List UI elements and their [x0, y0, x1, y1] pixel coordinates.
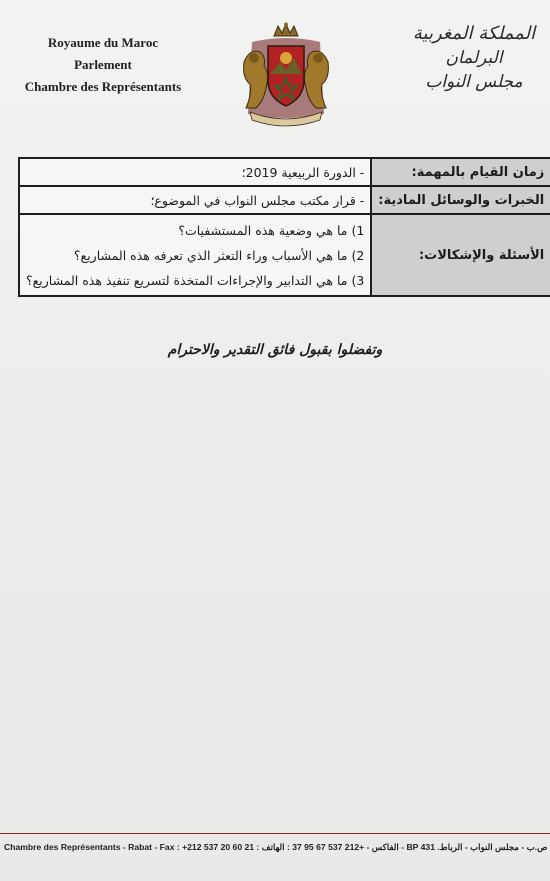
mission-time-value: - الدورة الربيعية 2019؛ [19, 158, 371, 186]
resources-label: الخبرات والوسائل المادية: [371, 186, 550, 214]
question-item: 3) ما هي التدابير والإجراءات المتخذة لتسريع تنفيذ هذه المشاريع؟ [26, 272, 365, 288]
letterhead-chamber-ar: مجلس النواب [425, 72, 523, 92]
table-row [19, 158, 550, 186]
questions-list [19, 214, 371, 296]
closing-salutation: وتفضلوا بقبول فائق التقدير والاحترام [167, 342, 383, 358]
letterhead-chamber: Chambre des Représentants [24, 79, 182, 94]
question-item: 1) ما هي وضعية هذه المستشفيات؟ [178, 222, 365, 238]
question-item: 2) ما هي الأسباب وراء التعثر الذي تعرفه هذه المشاريع؟ [73, 247, 365, 263]
moroccan-coat-of-arms-icon [236, 22, 336, 128]
letterhead-kingdom-ar: المملكة المغربية [412, 23, 536, 44]
footer-divider [0, 833, 550, 834]
table-row [19, 214, 550, 296]
arabic-letterhead [404, 22, 544, 94]
mission-info-table [18, 157, 550, 297]
questions-label: الأسئلة والإشكالات: [371, 214, 550, 296]
footer-contact: Chambre des Représentants - Rabat - Fax : +212 537 20 60 21 : الفاكس - +212 537 67 95 37 : الهاتف - BP 431 .ص.ب - مجلس النواب - الرباط [4, 842, 548, 852]
resources-value: - قرار مكتب مجلس النواب في الموضوع؛ [19, 186, 371, 214]
mission-time-label: زمان القيام بالمهمة: [371, 158, 550, 186]
letterhead-parliament-ar: البرلمان [445, 48, 503, 68]
letterhead-parliament: Parlement [74, 57, 132, 72]
letterhead-kingdom: Royaume du Maroc [47, 35, 159, 50]
table-row [19, 186, 550, 214]
french-letterhead [8, 32, 198, 98]
